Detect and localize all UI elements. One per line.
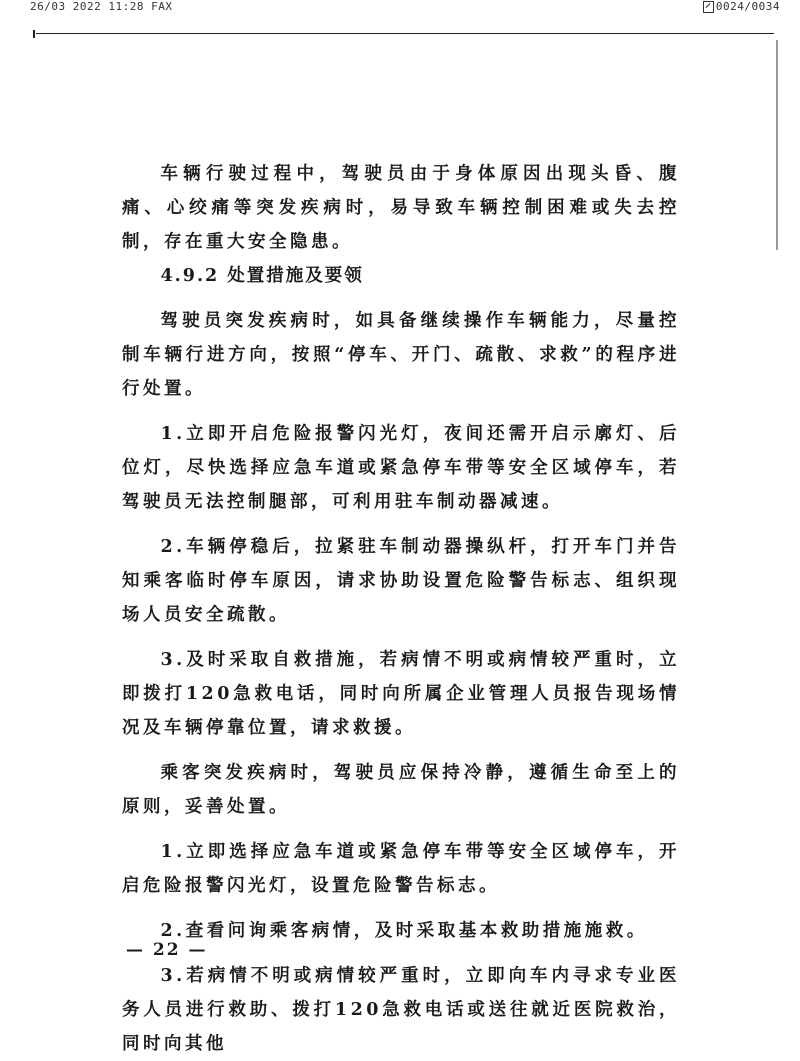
paragraph-passenger-illness: 乘客突发疾病时，驾驶员应保持冷静，遵循生命至上的原则，妥善处置。	[122, 763, 680, 817]
document-body	[122, 157, 680, 1061]
paragraph-driver-illness: 驾驶员突发疾病时，如具备继续操作车辆能力，尽量控制车辆行进方向，按照“停车、开门、疏散、求救”的程序进行处置。	[122, 311, 680, 399]
paragraph-driver-step-2: 2.车辆停稳后，拉紧驻车制动器操纵杆，打开车门并告知乘客临时停车原因，请求协助设置危险警告标志、组织现场人员安全疏散。	[122, 537, 680, 625]
paragraph-intro: 车辆行驶过程中，驾驶员由于身体原因出现头昏、腹痛、心绞痛等突发疾病时，易导致车辆控制困难或失去控制，存在重大安全隐患。	[122, 164, 680, 252]
scan-corner-mark	[33, 30, 35, 38]
fax-page-counter	[703, 0, 780, 13]
scan-right-edge	[776, 40, 778, 250]
fax-timestamp: 26/03 2022 11:28 FAX	[30, 0, 173, 13]
paragraph-passenger-step-3: 3.若病情不明或病情较严重时，立即向车内寻求专业医务人员进行救助、拨打120急救电话或送往就近医院救治，同时向其他	[122, 966, 680, 1054]
fax-page-count-text: 0024/0034	[715, 0, 780, 13]
fax-header	[0, 0, 800, 20]
fax-page-icon	[703, 1, 714, 13]
page-number: — 22 —	[126, 940, 208, 960]
paragraph-passenger-step-2: 2.查看问询乘客病情，及时采取基本救助措施施救。	[160, 921, 648, 941]
paragraph-driver-step-1: 1.立即开启危险报警闪光灯，夜间还需开启示廓灯、后位灯，尽快选择应急车道或紧急停车带等安全区域停车，若驾驶员无法控制腿部，可利用驻车制动器减速。	[122, 424, 680, 512]
section-heading: 4.9.2 处置措施及要领	[160, 266, 364, 286]
page-top-rule	[36, 33, 774, 34]
paragraph-driver-step-3: 3.及时采取自救措施，若病情不明或病情较严重时，立即拨打120急救电话，同时向所属企业管理人员报告现场情况及车辆停靠位置，请求救援。	[122, 650, 680, 738]
paragraph-passenger-step-1: 1.立即选择应急车道或紧急停车带等安全区域停车，开启危险报警闪光灯，设置危险警告标志。	[122, 842, 680, 896]
